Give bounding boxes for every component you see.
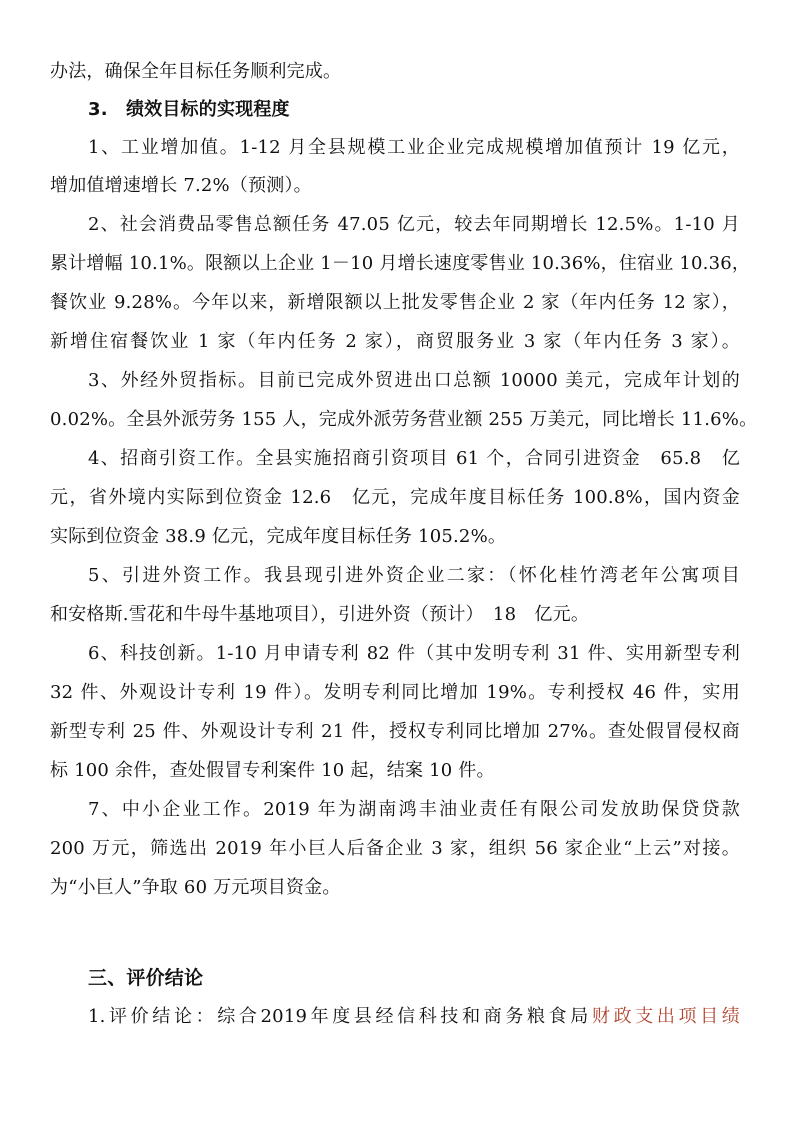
paragraph-line: 200 万元，筛选出 2019 年小巨人后备企业 3 家，组织 56 家企业“上云”对接。 [50, 838, 740, 859]
paragraph-line: 标 100 余件，查处假冒专利案件 10 起，结案 10 件。 [50, 760, 495, 781]
conclusion-line [88, 1005, 740, 1029]
paragraph-line: 2、社会消费品零售总额任务 47.05 亿元，较去年同期增长 12.5%。1-10 月 [88, 214, 740, 235]
paragraph-line: 为“小巨人”争取 60 万元项目资金。 [50, 877, 341, 898]
paragraph-line: 新型专利 25 件、外观设计专利 21 件，授权专利同比增加 27%。查处假冒侵权商 [50, 721, 740, 742]
paragraph-line: 0.02%。全县外派劳务 155 人，完成外派劳务营业额 255 万美元，同比增长 11.6%。 [50, 409, 758, 430]
paragraph-line: 实际到位资金 38.9 亿元，完成年度目标任务 105.2%。 [50, 526, 507, 547]
paragraph-line: 7、中小企业工作。2019 年为湖南鸿丰油业责任有限公司发放助保贷贷款 [88, 799, 740, 820]
paragraph-line: 3、外经外贸指标。目前已完成外贸进出口总额 10000 美元，完成年计划的 [88, 370, 740, 391]
paragraph-line: 32 件、外观设计专利 19 件）。发明专利同比增加 19%。专利授权 46 件，实用 [50, 682, 740, 703]
paragraph-line: 累计增幅 10.1%。限额以上企业 1－10 月增长速度零售业 10.36%，住宿业 10.36， [50, 253, 751, 274]
paragraph-line: 和安格斯.雪花和牛母牛基地项目），引进外资（预计） 18 亿元。 [50, 604, 590, 625]
paragraph-line: 增加值增速增长 7.2%（预测）。 [50, 175, 312, 196]
paragraph-line: 4、招商引资工作。全县实施招商引资项目 61 个，合同引进资金 65.8 亿 [88, 448, 740, 469]
conclusion-prefix: 1.评价结论：综合2019年度县经信科技和商务粮食局 [88, 1006, 592, 1027]
section-heading-conclusion: 三、评价结论 [88, 967, 204, 989]
conclusion-highlight: 财政支出项目绩 [591, 1006, 740, 1027]
paragraph-line: 元，省外境内实际到位资金 12.6 亿元，完成年度目标任务 100.8%，国内资金 [50, 487, 740, 508]
paragraph-line: 5、引进外资工作。我县现引进外资企业二家：（怀化桂竹湾老年公寓项目 [88, 565, 740, 586]
section-heading-performance: 3. 绩效目标的实现程度 [88, 99, 290, 120]
paragraph-line: 办法，确保全年目标任务顺利完成。 [50, 61, 342, 82]
paragraph-line: 6、科技创新。1-10 月申请专利 82 件（其中发明专利 31 件、实用新型专利 [88, 643, 740, 664]
paragraph-line: 1、工业增加值。1-12 月全县规模工业企业完成规模增加值预计 19 亿元， [88, 137, 740, 158]
paragraph-line: 新增住宿餐饮业 1 家（年内任务 2 家），商贸服务业 3 家（年内任务 3 家）。 [50, 331, 740, 352]
paragraph-line: 餐饮业 9.28%。今年以来，新增限额以上批发零售企业 2 家（年内任务 12 家）， [50, 292, 740, 313]
